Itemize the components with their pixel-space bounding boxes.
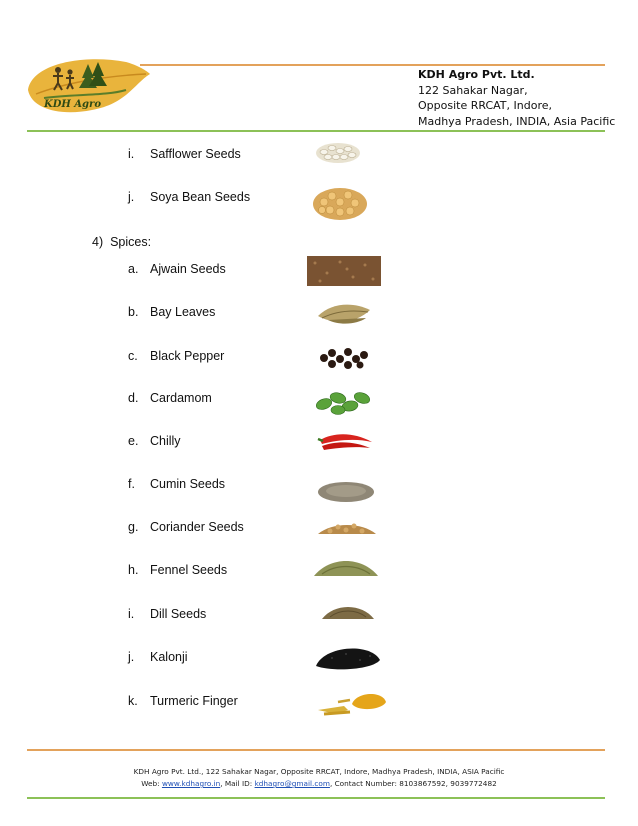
safflower-seeds-image bbox=[312, 138, 364, 166]
item-label: Turmeric Finger bbox=[150, 694, 238, 708]
section-heading bbox=[92, 235, 151, 249]
item-marker: a. bbox=[128, 262, 139, 276]
address-line: 122 Sahakar Nagar, bbox=[418, 83, 528, 97]
list-item bbox=[128, 434, 181, 448]
company-name: KDH Agro Pvt. Ltd. bbox=[418, 68, 535, 81]
list-item bbox=[128, 563, 227, 577]
ajwain-seeds-image bbox=[305, 253, 383, 289]
item-marker: b. bbox=[128, 305, 139, 319]
bay-leaves-image bbox=[314, 300, 374, 328]
list-item bbox=[128, 190, 250, 204]
item-marker: j. bbox=[128, 190, 135, 204]
section-title: Spices: bbox=[110, 235, 152, 249]
dill-seeds-image bbox=[320, 597, 376, 625]
item-marker: i. bbox=[128, 147, 135, 161]
list-item bbox=[128, 607, 206, 621]
address-line: Madhya Pradesh, INDIA, Asia Pacific bbox=[418, 114, 616, 128]
company-logo bbox=[22, 50, 150, 116]
item-label: Black Pepper bbox=[150, 349, 225, 363]
address-line: Opposite RRCAT, Indore, bbox=[418, 99, 552, 112]
list-item bbox=[128, 262, 226, 276]
website-link[interactable]: www.kdhagro.in bbox=[161, 779, 221, 788]
kalonji-image bbox=[312, 638, 384, 672]
section-number: 4) bbox=[92, 235, 104, 249]
item-label: Kalonji bbox=[150, 650, 188, 664]
footer-rule-orange bbox=[27, 749, 605, 751]
web-label: Web: bbox=[141, 779, 162, 788]
item-marker: i. bbox=[128, 607, 135, 621]
footer-rule-green bbox=[27, 797, 605, 799]
item-marker: e. bbox=[128, 434, 139, 448]
cardamom-image bbox=[312, 386, 376, 418]
contact-number: , Contact Number: 8103867592, 9039772482 bbox=[329, 779, 497, 788]
fennel-seeds-image bbox=[312, 552, 380, 582]
item-label: Fennel Seeds bbox=[150, 563, 228, 577]
item-label: Cumin Seeds bbox=[150, 477, 226, 491]
black-pepper-image bbox=[314, 344, 374, 372]
footer-address: KDH Agro Pvt. Ltd., 122 Sahakar Nagar, Opposite RRCAT, Indore, Madhya Pradesh, INDIA, ASIA Pacific bbox=[133, 767, 505, 776]
item-marker: g. bbox=[128, 520, 139, 534]
list-item bbox=[128, 391, 212, 405]
item-label: Ajwain Seeds bbox=[150, 262, 226, 276]
logo-text: KDH Agro bbox=[44, 99, 101, 110]
coriander-seeds-image bbox=[316, 516, 378, 542]
item-label: Soya Bean Seeds bbox=[150, 190, 251, 204]
item-label: Bay Leaves bbox=[150, 305, 216, 319]
item-label: Cardamom bbox=[150, 391, 212, 405]
item-label: Safflower Seeds bbox=[150, 147, 241, 161]
cumin-seeds-image bbox=[316, 480, 376, 504]
item-marker: f. bbox=[128, 477, 135, 491]
item-marker: h. bbox=[128, 563, 139, 577]
list-item bbox=[128, 694, 238, 708]
chilly-image bbox=[314, 428, 376, 454]
header-rule-green bbox=[27, 130, 605, 132]
list-item bbox=[128, 477, 225, 491]
item-marker: j. bbox=[128, 650, 135, 664]
company-address-block bbox=[418, 67, 628, 129]
soya-bean-seeds-image bbox=[310, 182, 370, 222]
list-item bbox=[128, 349, 224, 363]
item-label: Chilly bbox=[150, 434, 181, 448]
list-item bbox=[128, 650, 188, 664]
list-item bbox=[128, 520, 244, 534]
footer-contact bbox=[0, 779, 638, 788]
mail-label: , Mail ID: bbox=[220, 779, 255, 788]
item-marker: k. bbox=[128, 694, 138, 708]
turmeric-finger-image bbox=[316, 688, 388, 718]
item-label: Dill Seeds bbox=[150, 607, 207, 621]
item-marker: d. bbox=[128, 391, 139, 405]
item-label: Coriander Seeds bbox=[150, 520, 244, 534]
item-marker: c. bbox=[128, 349, 138, 363]
list-item bbox=[128, 305, 215, 319]
email-link[interactable]: kdhagro@gmail.com bbox=[254, 779, 330, 788]
list-item bbox=[128, 147, 241, 161]
header-rule-orange bbox=[140, 64, 605, 66]
